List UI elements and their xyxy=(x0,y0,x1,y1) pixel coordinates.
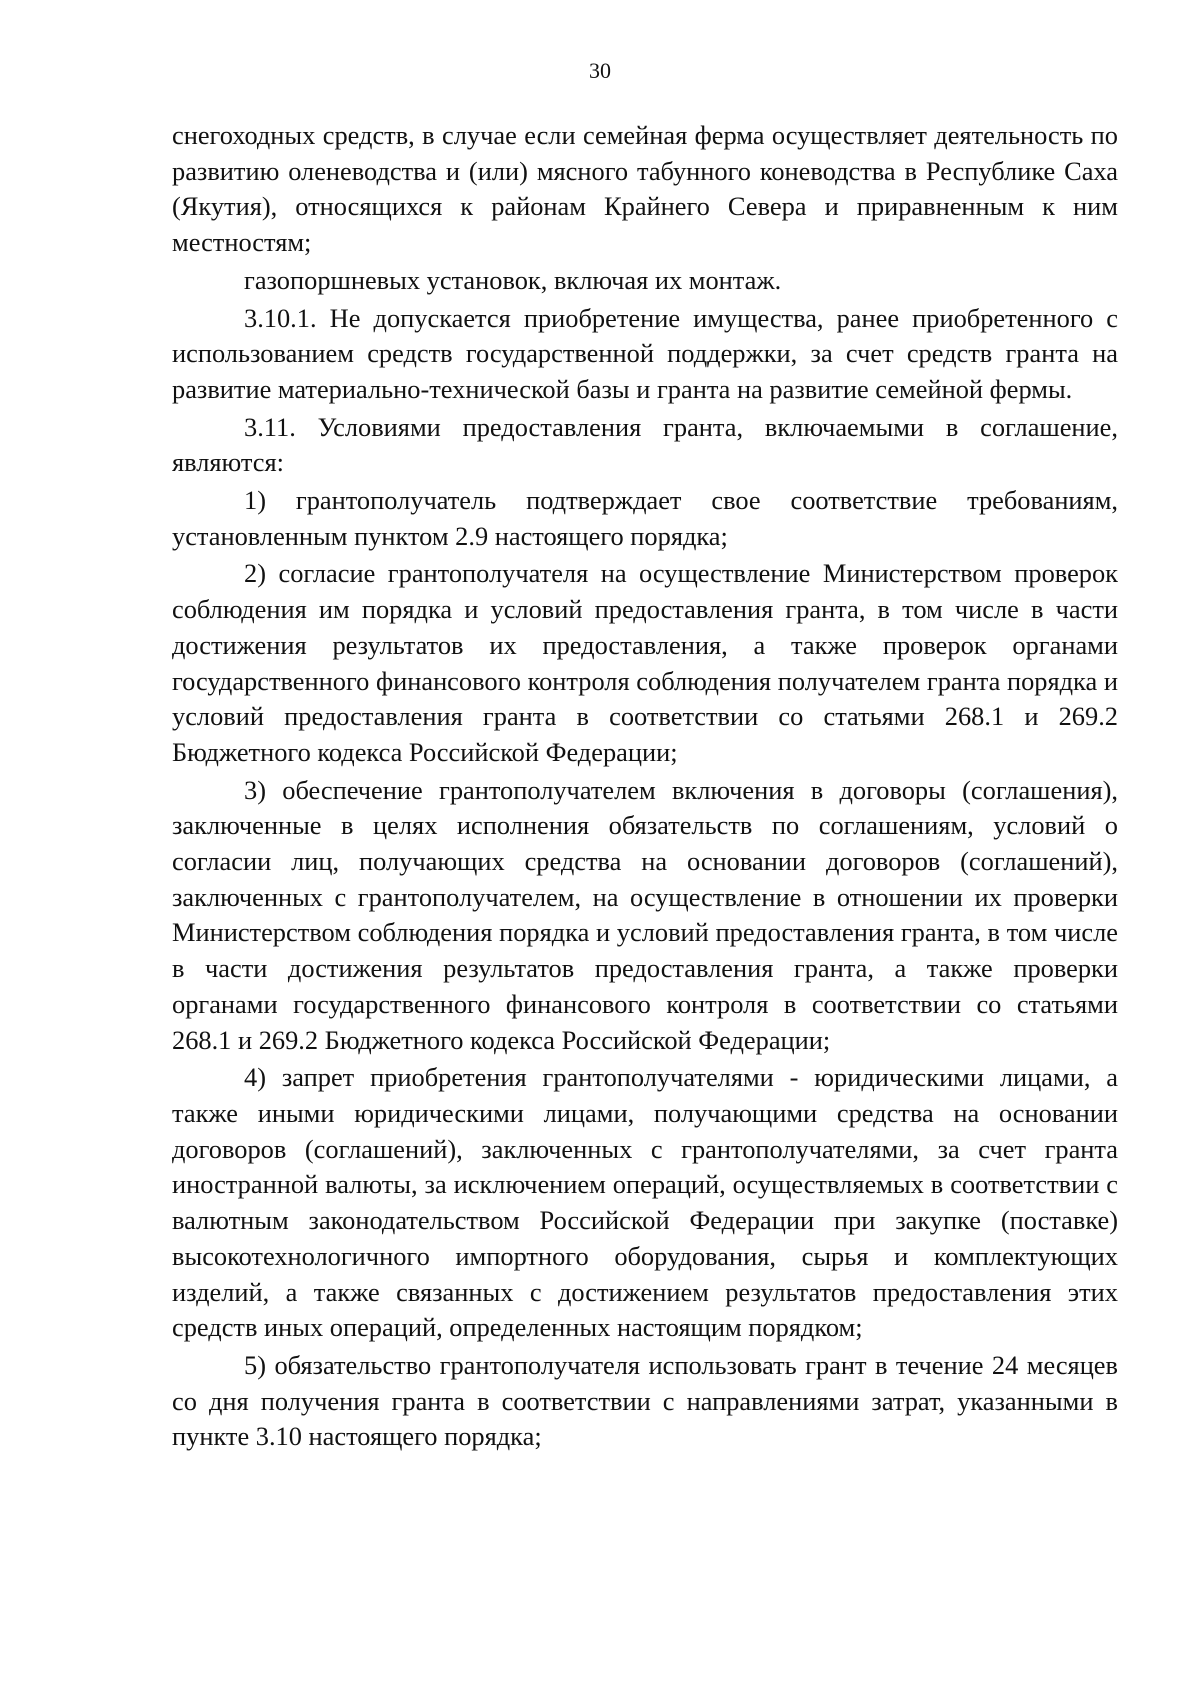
list-item-3: 3) обеспечение грантополучателем включения в договоры (соглашения), заключенные в целях исполнения обязательств по соглашениям, условий о согласии лиц, получающих средства на основании договоров (соглашений), заключенных с грантополучателем, на осуществление в отношении их проверки Министерством соблюдения порядка и условий предоставления гранта, в том числе в части достижения результатов предоставления гранта, а также проверки органами государственного финансового контроля в соответствии со статьями 268.1 и 269.2 Бюджетного кодекса Российской Федерации; xyxy=(172,774,1118,1055)
document-body xyxy=(172,118,1118,1457)
paragraph-continuation: снегоходных средств, в случае если семейная ферма осуществляет деятельность по развитию оленеводства и (или) мясного табунного коневодства в Республике Саха (Якутия), относящихся к районам Крайнего Севера и приравненным к ним местностям; xyxy=(172,120,1118,258)
page-number: 30 xyxy=(589,58,611,83)
paragraph-3-11: 3.11. Условиями предоставления гранта, включаемыми в соглашение, являются: xyxy=(172,411,1118,478)
paragraph-gas-piston-units: газопоршневых установок, включая их монтаж. xyxy=(244,264,782,295)
list-item-1: 1) грантополучатель подтверждает свое соответствие требованиям, установленным пунктом 2.9 настоящего порядка; xyxy=(172,485,1118,551)
list-item-4: 4) запрет приобретения грантополучателями - юридическими лицами, а также иными юридическими лицами, получающими средства на основании договоров (соглашений), заключенных с грантополучателями, за счет гранта иностранной валюты, за исключением операций, осуществляемых в соответствии с валютным законодательством Российской Федерации при закупке (поставке) высокотехнологичного импортного оборудования, сырья и комплектующих изделий, а также связанных с достижением результатов предоставления этих средств иных операций, определенных настоящим порядком; xyxy=(172,1062,1118,1343)
list-item-5: 5) обязательство грантополучателя использовать грант в течение 24 месяцев со дня получения гранта в соответствии с направлениями затрат, указанными в пункте 3.10 настоящего порядка; xyxy=(172,1349,1118,1452)
list-item-2: 2) согласие грантополучателя на осуществление Министерством проверок соблюдения им порядка и условий предоставления гранта, в том числе в части достижения результатов их предоставления, а также проверок органами государственного финансового контроля соблюдения получателем гранта порядка и условий предоставления гранта в соответствии со статьями 268.1 и 269.2 Бюджетного кодекса Российской Федерации; xyxy=(172,558,1118,767)
paragraph-3-10-1: 3.10.1. Не допускается приобретение имущества, ранее приобретенного с использованием средств государственной поддержки, за счет средств гранта на развитие материально-технической базы и гранта на развитие семейной фермы. xyxy=(172,302,1118,404)
